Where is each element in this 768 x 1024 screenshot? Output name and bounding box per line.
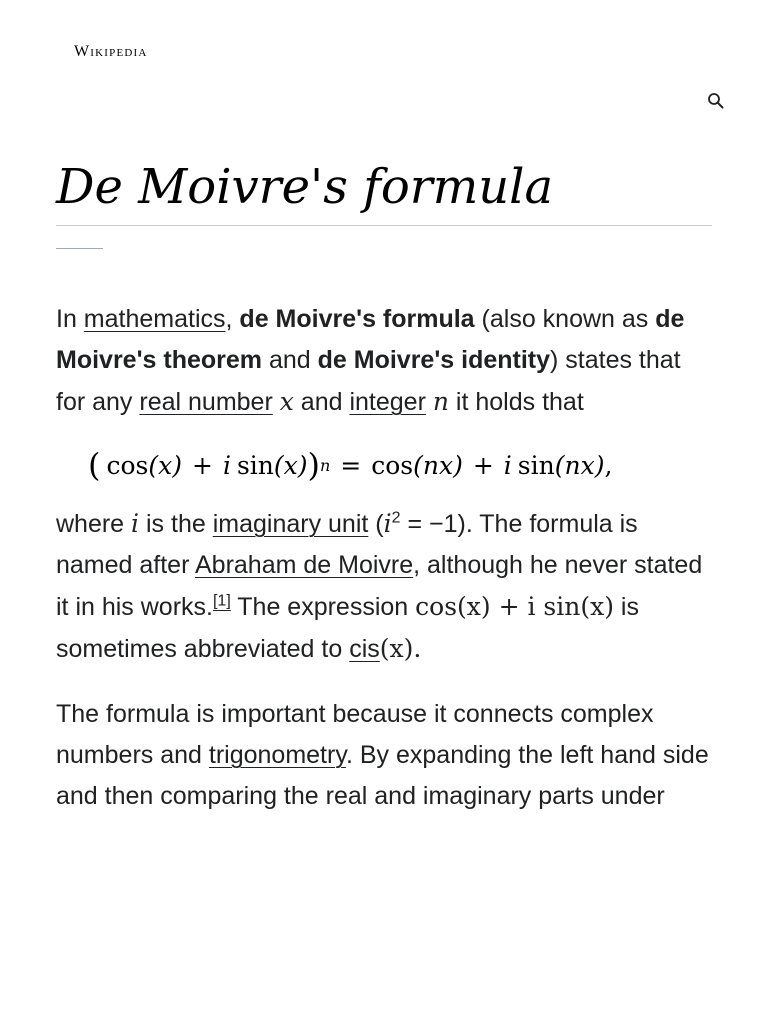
text: is sometimes abbreviated to (56, 593, 639, 663)
link-mathematics[interactable]: mathematics (83, 305, 226, 333)
formula-paren-open: ( (88, 446, 101, 484)
math-var-n: n (432, 387, 449, 416)
formula-arg-x: (x) (148, 450, 182, 480)
link-imaginary-unit[interactable]: imaginary unit (212, 510, 369, 538)
math-var-i: i (131, 509, 140, 538)
bold-term-theorem: de Moivre's theorem (56, 305, 685, 374)
text: The formula is important because it connects complex numbers and (56, 700, 654, 769)
text: = −1). The formula is named after (56, 510, 638, 579)
link-trigonometry[interactable]: trigonometry (208, 741, 346, 769)
intro-paragraph (56, 299, 716, 423)
text: , although he never stated it in his works. (56, 551, 703, 621)
text (273, 388, 280, 416)
link-cis[interactable]: cis (349, 635, 380, 663)
text: is the (139, 510, 213, 538)
formula-sin: sin (236, 450, 274, 480)
formula-cos: cos (371, 450, 414, 480)
bold-term-identity: de Moivre's identity (317, 346, 551, 374)
text: and (293, 388, 350, 416)
text: . By expanding the left hand side and then comparing the real and imaginary parts under (56, 741, 709, 810)
link-real-number[interactable]: real number (139, 388, 273, 416)
formula-arg-x: (x) (273, 450, 308, 480)
formula-equals: = (340, 450, 362, 480)
formula-comma: , (604, 450, 613, 480)
formula-arg-nx: (nx) (554, 450, 605, 480)
formula-plus: + (191, 450, 213, 480)
text: ) states that for any (56, 346, 681, 416)
math-cis-arg: (x). (379, 634, 422, 663)
text: The expression (230, 593, 416, 621)
paragraph-importance (56, 694, 716, 817)
search-icon (707, 92, 725, 110)
text: it holds that (448, 388, 584, 416)
text: ( (368, 510, 384, 538)
wikipedia-wordmark[interactable]: Wikipedia (74, 43, 148, 60)
math-formula (56, 433, 716, 497)
text: and (262, 346, 318, 374)
text: (also known as (474, 305, 656, 333)
link-abraham-de-moivre[interactable]: Abraham de Moivre (194, 551, 414, 579)
formula-i: i (503, 450, 512, 480)
text (426, 388, 433, 416)
text: In (56, 305, 84, 333)
bold-term-formula: de Moivre's formula (239, 305, 475, 333)
link-integer[interactable]: integer (349, 388, 426, 416)
section-collapse-rule (56, 248, 103, 249)
title-divider (56, 225, 712, 226)
citation-ref-1[interactable]: [1] (212, 592, 231, 610)
formula-cos: cos (106, 450, 149, 480)
header (0, 0, 768, 130)
formula-plus: + (472, 450, 494, 480)
math-var-i: i (383, 509, 392, 538)
paragraph-imaginary-unit (56, 503, 716, 670)
formula-i: i (222, 450, 231, 480)
article-content (56, 299, 716, 817)
formula-arg-nx: (nx) (413, 450, 463, 480)
superscript-2: 2 (391, 509, 401, 527)
page-title: De Moivre's formula (56, 159, 554, 215)
math-var-x: x (279, 387, 294, 416)
formula-sin: sin (517, 450, 555, 480)
formula-paren-close: ) (307, 446, 320, 484)
formula-exponent-n: n (319, 455, 331, 475)
text: where (56, 510, 132, 538)
search-button[interactable] (704, 89, 728, 113)
text: , (225, 305, 240, 333)
math-expression: cos(x) + i sin(x) (415, 592, 614, 621)
